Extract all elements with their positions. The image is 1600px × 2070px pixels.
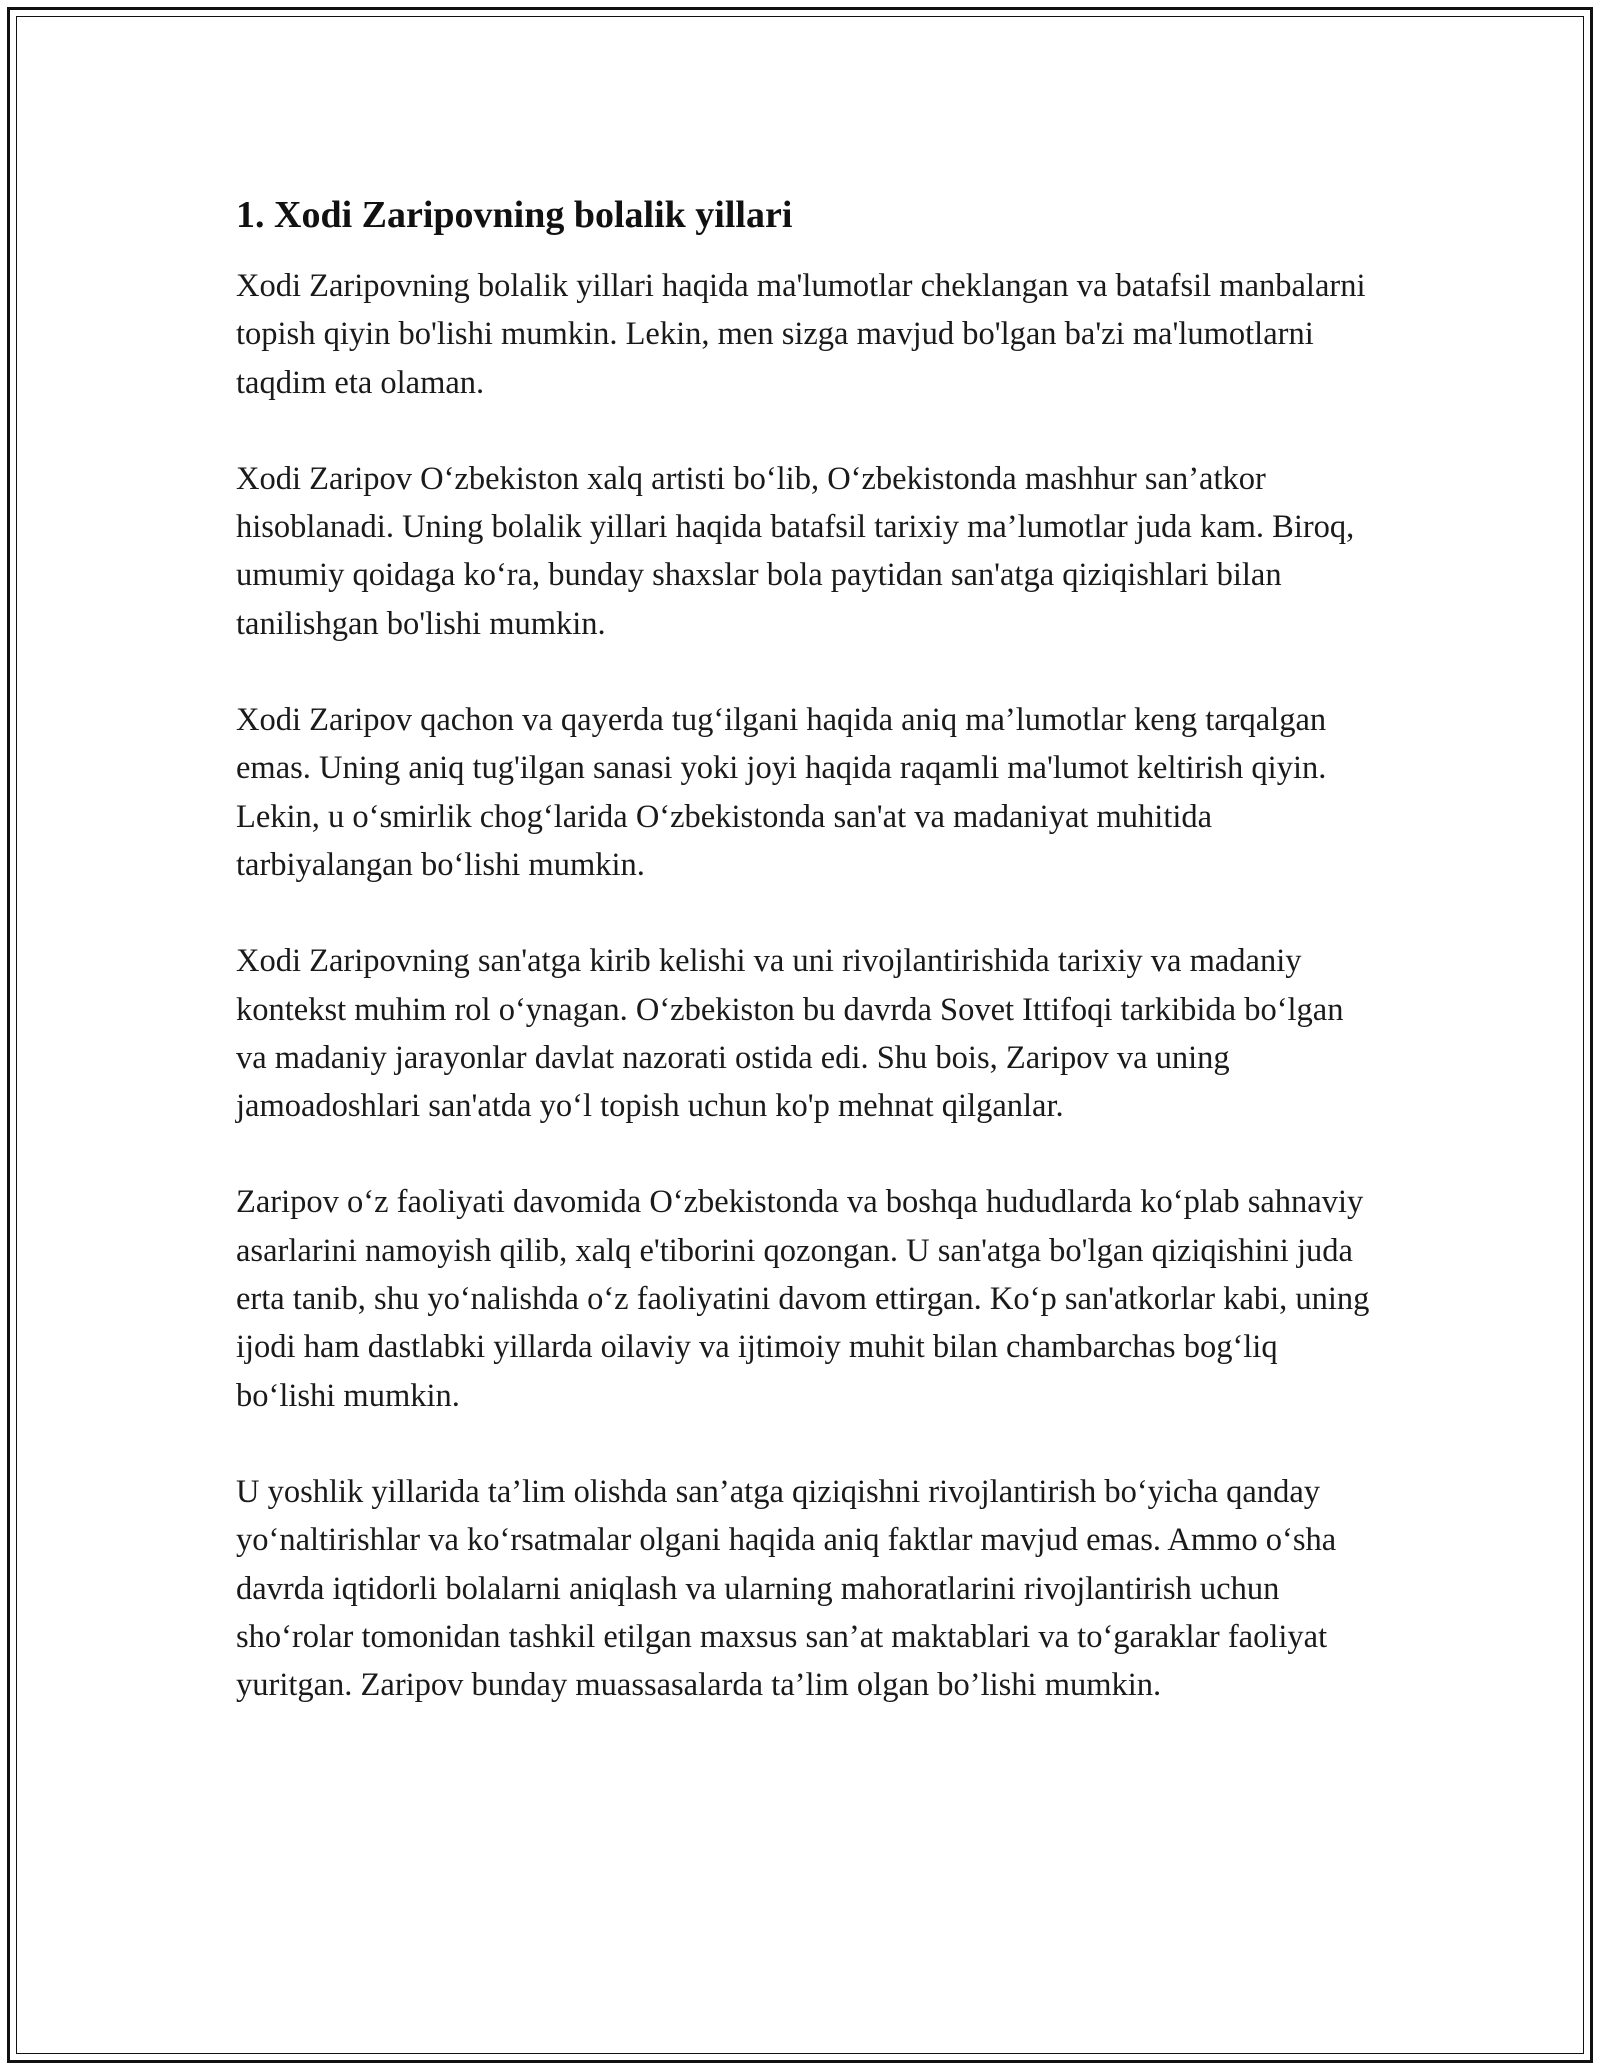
paragraph-3: Xodi Zaripov qachon va qayerda tug‘ilgani haqida aniq ma’lumotlar keng tarqalgan emas. Uning aniq tug'ilgan sanasi yoki joyi haqida raqamli ma'lumot keltirish qiyin. Lekin, u o‘smirlik chog‘larida O‘zbekistonda san'at va madaniyat muhitida tarbiyalangan bo‘lishi mumkin. <box>236 702 1327 883</box>
section-heading: 1. Xodi Zaripovning bolalik yillari <box>236 194 793 236</box>
paragraph-5: Zaripov o‘z faoliyati davomida O‘zbekistonda va boshqa hududlarda ko‘plab sahnaviy asarlarini namoyish qilib, xalq e'tiborini qozongan. U san'atga bo'lgan qiziqishini juda erta tanib, shu yo‘nalishda o‘z faoliyatini davom ettirgan. Ko‘p san'atkorlar kabi, uning ijodi ham dastlabki yillarda oilaviy va ijtimoiy muhit bilan chambarchas bog‘liq bo‘lishi mumkin. <box>236 1184 1370 1414</box>
paragraph-2: Xodi Zaripov O‘zbekiston xalq artisti bo‘lib, O‘zbekistonda mashhur san’atkor hisoblanadi. Uning bolalik yillari haqida batafsil tarixiy ma’lumotlar juda kam. Biroq, umumiy qoidaga ko‘ra, bunday shaxslar bola paytidan san'atga qiziqishlari bilan tanilishgan bo'lishi mumkin. <box>236 460 1355 642</box>
paragraph-6: U yoshlik yillarida ta’lim olishda san’atga qiziqishni rivojlantirish bo‘yicha qanday yo‘naltirishlar va ko‘rsatmalar olgani haqida aniq faktlar mavjud emas. Ammo o‘sha davrda iqtidorli bolalarni aniqlash va ularning mahoratlarini rivojlantirish uchun sho‘rolar tomonidan tashkil etilgan maxsus san’at maktablari va to‘garaklar faoliyat yuritgan. Zaripov bunday muassasalarda ta’lim olgan bo’lishi mumkin. <box>236 1473 1337 1704</box>
document-body <box>236 190 1376 1709</box>
paragraph-4: Xodi Zaripovning san'atga kirib kelishi va uni rivojlantirishida tarixiy va madaniy kontekst muhim rol o‘ynagan. O‘zbekiston bu davrda Sovet Ittifoqi tarkibida bo‘lgan va madaniy jarayonlar davlat nazorati ostida edi. Shu bois, Zaripov va uning jamoadoshlari san'atda yo‘l topish uchun ko'p mehnat qilganlar. <box>236 943 1344 1125</box>
paragraph-1: Xodi Zaripovning bolalik yillari haqida ma'lumotlar cheklangan va batafsil manbalarni topish qiyin bo'lishi mumkin. Lekin, men sizga mavjud bo'lgan ba'zi ma'lumotlarni taqdim eta olaman. <box>236 268 1366 401</box>
